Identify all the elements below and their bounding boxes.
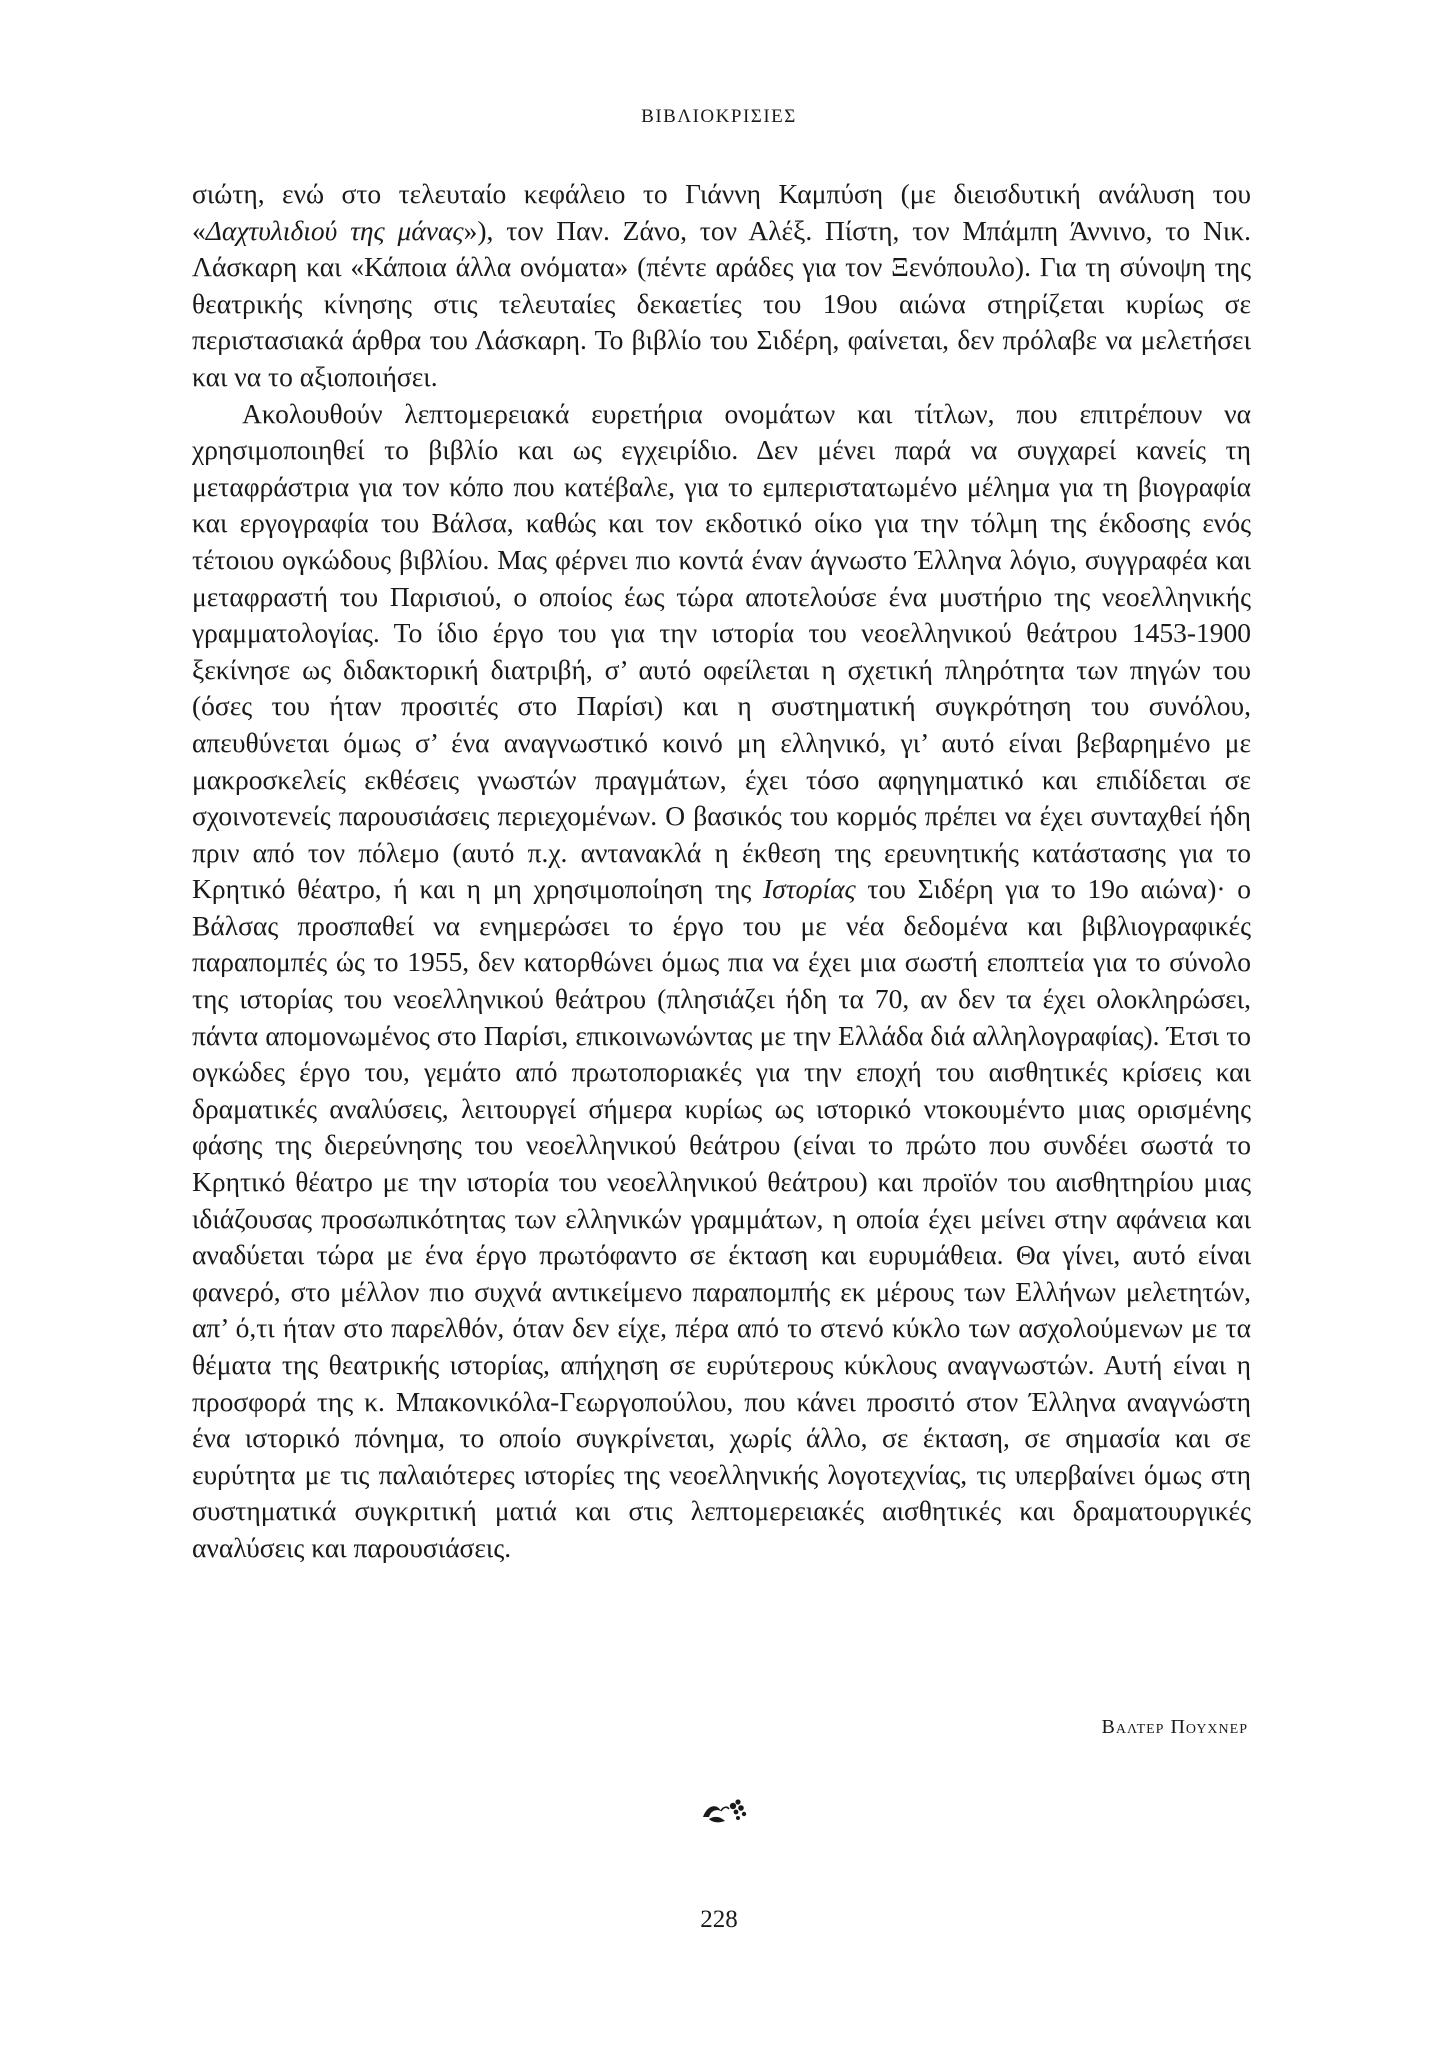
- paragraph-1-text-b: »), τον Παν. Ζάνο, τον Αλέξ. Πίστη, τον Μπάμπη Άννινο, το Νικ. Λάσκαρη και «Κάποια άλλα ονόματα» (πέντε αράδες για τον Ξενόπουλο). Για τη σύνοψη της θεατρικής κίνησης στις τελευταίες δεκαετίες του 19ου αιώνα στηρίζεται κυρίως σε περιστασιακά άρθρα του Λάσκαρη. Το βιβλίο του Σιδέρη, φαίνεται, δεν πρόλαβε να μελετήσει και να το αξιοποιήσει.: [192, 214, 1252, 392]
- paragraph-2: [192, 396, 1251, 1567]
- review-body: [192, 176, 1251, 1567]
- paragraph-1-text-a: σιώτη, ενώ στο τελευταίο κεφάλειο το Γιάννη Καμπύση (με διεισδυτική ανάλυση του «: [192, 178, 1251, 246]
- paragraph-2-text-b: του Σιδέρη για το 19ο αιώνα)· ο Βάλσας προσπαθεί να ενημερώσει το έργο του με νέα δεδομένα και βιβλιογραφικές παραπομπές ώς το 1955, δεν κατορθώνει όμως πια να έχει μια σωστή εποπτεία για το σύνολο της ιστορίας του νεοελληνικού θεάτρου (πλησιάζει ήδη τα 70, αν δεν τα έχει ολοκληρώσει, πάντα απομονωμένος στο Παρίσι, επικοινωνώντας με την Ελλάδα διά αλληλογραφίας). Έτσι το ογκώδες έργο του, γεμάτο από πρωτοποριακές για την εποχή του αισθητικές κρίσεις και δραματικές αναλύσεις, λειτουργεί σήμερα κυρίως ως ιστορικό ντοκουμέντο μιας ορισμένης φάσης της διερεύνησης του νεοελληνικού θεάτρου (είναι το πρώτο που συνδέει σωστά το Κρητικό θέατρο με την ιστορία του νεοελληνικού θεάτρου) και προϊόν του αισθητηρίου μιας ιδιάζουσας προσωπικότητας των ελληνικών γραμμάτων, η οποία έχει μείνει στην αφάνεια και αναδύεται τώρα με ένα έργο πρωτόφαντο σε έκταση και ευρυμάθεια. Θα γίνει, αυτό είναι φανερό, στο μέλλον πιο συχνά αντικείμενο παραπομπής εκ μέρους των Ελλήνων μελετητών, απ’ ό,τι ήταν στο παρελθόν, όταν δεν είχε, πέρα από το στενό κύκλο των ασχολούμενων με τα θέματα της θεατρικής ιστορίας, απήχηση σε ευρύτερους κύκλους αναγνωστών. Αυτή είναι η προσφορά της κ. Μπακονικόλα-Γεωργοπούλου, που κάνει προσιτό στον Έλληνα αναγνώστη ένα ιστορικό πόνημα, το οποίο συγκρίνεται, χωρίς άλλο, σε έκταση, σε σημασία και σε ευρύτητα με τις παλαιότερες ιστορίες της νεοελληνικής λογοτεχνίας, τις υπερβαίνει όμως στη συστηματικά συγκριτική ματιά και στις λεπτομερειακές αισθητικές και δραματουργικές αναλύσεις και παρουσιάσεις.: [192, 873, 1251, 1563]
- floral-ornament-icon: [699, 1795, 749, 1827]
- paragraph-2-italic-title: Ιστορίας: [762, 873, 856, 905]
- page-number: 228: [700, 1906, 738, 1933]
- paragraph-2-text-a: Ακολουθούν λεπτομερειακά ευρετήρια ονομάτων και τίτλων, που επιτρέπουν να χρησιμοποιηθεί το βιβλίο και ως εγχειρίδιο. Δεν μένει παρά να συγχαρεί κανείς τη μεταφράστρια για τον κόπο που κατέβαλε, για το εμπεριστατωμένο μέλημα για τη βιογραφία και εργογραφία του Βάλσα, καθώς και τον εκδοτικό οίκο για την τόλμη της έκδοσης ενός τέτοιου ογκώδους βιβλίου. Μας φέρνει πιο κοντά έναν άγνωστο Έλληνα λόγιο, συγγραφέα και μεταφραστή του Παρισιού, ο οποίος έως τώρα αποτελούσε ένα μυστήριο της νεοελληνικής γραμματολογίας. Το ίδιο έργο του για την ιστορία του νεοελληνικού θεάτρου 1453-1900 ξεκίνησε ως διδακτορική διατριβή, σ’ αυτό οφείλεται η σχετική πληρότητα των πηγών του (όσες του ήταν προσιτές στο Παρίσι) και η συστηματική συγκρότηση του συνόλου, απευθύνεται όμως σ’ ένα αναγνωστικό κοινό μη ελληνικό, γι’ αυτό είναι βεβαρημένο με μακροσκελείς εκθέσεις γνωστών πραγμάτων, έχει τόσο αφηγηματικό και επιδίδεται σε σχοινοτενείς παρουσιάσεις περιεχομένων. Ο βασικός του κορμός πρέπει να έχει συνταχθεί ήδη πριν από τον πόλεμο (αυτό π.χ. αντανακλά η έκθεση της ερευνητικής κατάστασης για το Κρητικό θέατρο, ή και η μη χρησιμοποίηση της: [192, 397, 1251, 905]
- paragraph-1-italic-title: Δαχτυλιδιού της μάνας: [205, 214, 464, 246]
- author-signature: Βαλτερ Πουχνερ: [1101, 1716, 1248, 1738]
- paragraph-1: [192, 176, 1251, 396]
- running-head: ΒΙΒΛΙΟΚΡΙΣΙΕΣ: [641, 106, 797, 127]
